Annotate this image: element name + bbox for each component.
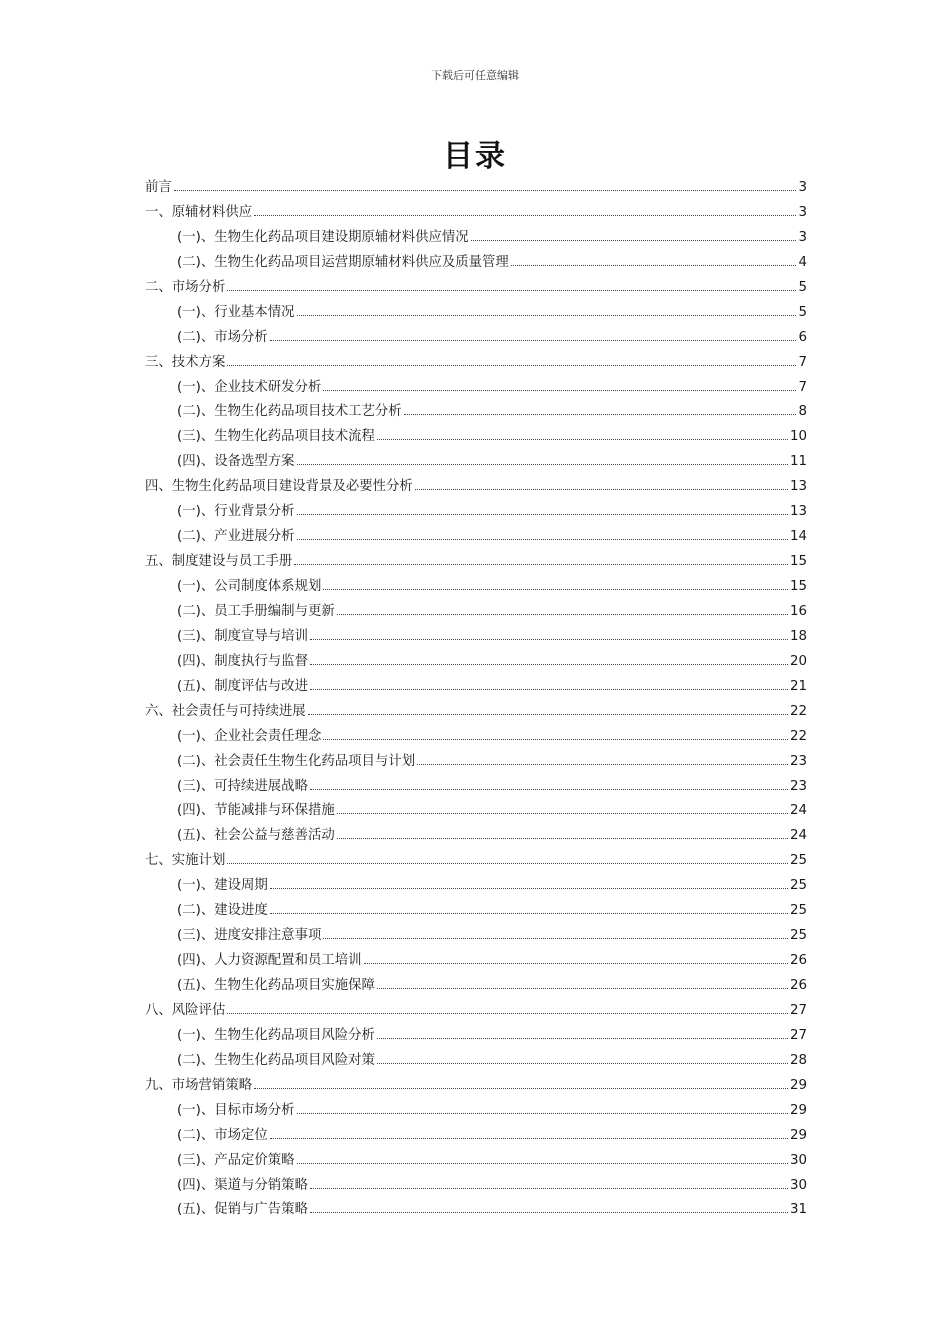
toc-dot-leader [254,1088,788,1089]
toc-entry-label: (五)、制度评估与改进 [177,678,308,694]
toc-entry-label: (二)、生物生化药品项目技术工艺分析 [177,404,402,420]
toc-entry[interactable] [145,525,807,550]
toc-entry-page-number: 20 [789,653,807,669]
toc-entry[interactable] [145,376,807,401]
toc-entry-page-number: 21 [789,678,807,694]
toc-entry-label: 七、实施计划 [145,853,226,869]
toc-entry[interactable] [145,301,807,326]
toc-entry-page-number: 11 [789,454,807,470]
toc-dot-leader [323,589,788,590]
toc-entry[interactable] [145,974,807,999]
toc-entry-label: (一)、行业基本情况 [177,304,295,320]
toc-entry-page-number: 22 [789,728,807,744]
toc-entry[interactable] [145,874,807,899]
toc-entry-label: 八、风险评估 [145,1002,226,1018]
toc-entry-label: (三)、进度安排注意事项 [177,928,322,944]
toc-dot-leader [337,838,788,839]
toc-entry-page-number: 13 [789,504,807,520]
toc-entry-page-number: 4 [798,254,807,270]
toc-entry[interactable] [145,1024,807,1049]
toc-entry[interactable] [145,226,807,251]
toc-entry-page-number: 30 [789,1177,807,1193]
toc-entry[interactable] [145,1174,807,1199]
toc-entry-label: (一)、目标市场分析 [177,1102,295,1118]
toc-entry-page-number: 29 [789,1102,807,1118]
toc-entry[interactable] [145,1074,807,1099]
toc-entry[interactable] [145,924,807,949]
toc-entry[interactable] [145,251,807,276]
toc-dot-leader [404,414,797,415]
toc-entry-label: (一)、企业社会责任理念 [177,728,322,744]
toc-entry-page-number: 5 [798,304,807,320]
toc-entry[interactable] [145,849,807,874]
toc-entry-label: (一)、企业技术研发分析 [177,379,322,395]
toc-entry[interactable] [145,799,807,824]
toc-entry[interactable] [145,201,807,226]
toc-dot-leader [270,888,788,889]
toc-entry-label: 四、生物生化药品项目建设背景及必要性分析 [145,479,413,495]
toc-entry-label: 一、原辅材料供应 [145,204,253,220]
toc-entry-page-number: 10 [789,429,807,445]
toc-dot-leader [310,1212,788,1213]
toc-dot-leader [297,464,788,465]
toc-entry-page-number: 31 [789,1202,807,1218]
toc-entry[interactable] [145,1049,807,1074]
toc-entry[interactable] [145,425,807,450]
toc-entry-label: (三)、可持续进展战略 [177,778,308,794]
toc-entry-label: (一)、行业背景分析 [177,504,295,520]
toc-entry[interactable] [145,775,807,800]
toc-dot-leader [310,639,788,640]
toc-entry[interactable] [145,899,807,924]
toc-entry-page-number: 6 [798,329,807,345]
toc-dot-leader [227,365,796,366]
toc-entry-label: (三)、产品定价策略 [177,1152,295,1168]
toc-entry-label: 九、市场营销策略 [145,1077,253,1093]
toc-dot-leader [297,1113,788,1114]
page-header-note: 下载后可任意编辑 [431,69,519,82]
toc-dot-leader [377,1038,788,1039]
toc-dot-leader [270,1138,788,1139]
toc-entry[interactable] [145,750,807,775]
toc-entry[interactable] [145,625,807,650]
toc-entry-label: 前言 [145,180,172,195]
toc-dot-leader [297,1163,788,1164]
toc-entry-label: (二)、建设进度 [177,903,268,919]
toc-entry-page-number: 24 [789,803,807,819]
toc-entry-label: (四)、设备选型方案 [177,454,295,470]
toc-entry[interactable] [145,725,807,750]
toc-entry[interactable] [145,1124,807,1149]
toc-dot-leader [308,714,788,715]
toc-entry-page-number: 15 [789,554,807,570]
toc-entry-label: (二)、市场定位 [177,1127,268,1143]
toc-entry[interactable] [145,550,807,575]
toc-dot-leader [227,290,796,291]
toc-dot-leader [297,539,788,540]
toc-dot-leader [323,390,796,391]
toc-entry-label: (三)、生物生化药品项目技术流程 [177,429,375,445]
toc-entry-page-number: 15 [789,579,807,594]
toc-entry-label: 三、技术方案 [145,354,226,370]
toc-entry-label: (一)、公司制度体系规划 [177,579,322,594]
toc-entry-page-number: 8 [798,404,807,420]
toc-entry-page-number: 7 [798,379,807,395]
toc-entry-page-number: 7 [798,354,807,370]
toc-dot-leader [297,315,797,316]
toc-entry-page-number: 23 [789,778,807,794]
toc-dot-leader [310,689,788,690]
toc-dot-leader [227,1013,788,1014]
toc-entry-label: (四)、节能减排与环保措施 [177,803,335,819]
toc-entry-page-number: 24 [789,828,807,844]
toc-entry-page-number: 25 [789,928,807,944]
toc-dot-leader [254,215,796,216]
toc-entry-page-number: 28 [789,1052,807,1068]
toc-dot-leader [337,813,788,814]
toc-dot-leader [377,988,788,989]
toc-entry[interactable] [145,650,807,675]
page-title: 目录 [443,139,507,174]
toc-entry[interactable] [145,600,807,625]
toc-entry-page-number: 26 [789,953,807,969]
toc-entry[interactable] [145,176,807,201]
toc-entry-page-number: 29 [789,1077,807,1093]
toc-entry[interactable] [145,949,807,974]
toc-entry-page-number: 25 [789,853,807,869]
toc-entry-label: (二)、生物生化药品项目运营期原辅材料供应及质量管理 [177,254,509,270]
toc-entry-label: (五)、社会公益与慈善活动 [177,828,335,844]
toc-entry-label: (二)、员工手册编制与更新 [177,603,335,619]
toc-entry[interactable] [145,326,807,351]
toc-entry-page-number: 18 [789,628,807,644]
toc-dot-leader [323,938,788,939]
toc-dot-leader [511,265,797,266]
toc-entry-page-number: 5 [798,279,807,295]
toc-entry-page-number: 3 [798,204,807,220]
toc-dot-leader [377,1063,788,1064]
toc-entry-page-number: 29 [789,1127,807,1143]
toc-dot-leader [417,764,788,765]
toc-entry[interactable] [145,351,807,376]
toc-entry-label: (二)、产业进展分析 [177,529,295,545]
toc-entry-page-number: 3 [798,229,807,245]
toc-entry-label: (五)、促销与广告策略 [177,1202,308,1218]
toc-dot-leader [294,564,788,565]
toc-entry-label: (四)、渠道与分销策略 [177,1177,308,1193]
toc-entry-page-number: 25 [789,903,807,919]
toc-dot-leader [297,514,788,515]
toc-entry-page-number: 27 [789,1027,807,1043]
toc-entry[interactable] [145,700,807,725]
toc-entry-label: (四)、制度执行与监督 [177,653,308,669]
toc-dot-leader [337,614,788,615]
toc-entry-label: (二)、市场分析 [177,329,268,345]
toc-entry[interactable] [145,400,807,425]
toc-dot-leader [310,1188,788,1189]
toc-entry-label: 六、社会责任与可持续进展 [145,703,306,719]
toc-dot-leader [310,789,788,790]
toc-entry-label: (一)、生物生化药品项目风险分析 [177,1027,375,1043]
toc-entry[interactable] [145,450,807,475]
toc-dot-leader [270,340,797,341]
toc-entry-page-number: 25 [789,878,807,894]
toc-entry[interactable] [145,575,807,600]
toc-entry-page-number: 14 [789,529,807,545]
toc-dot-leader [174,190,797,191]
toc-entry-page-number: 30 [789,1152,807,1168]
toc-dot-leader [415,489,788,490]
toc-dot-leader [227,863,788,864]
toc-entry-label: (二)、社会责任生物生化药品项目与计划 [177,753,416,769]
toc-entry-page-number: 22 [789,703,807,719]
toc-entry[interactable] [145,1149,807,1174]
toc-entry-label: 五、制度建设与员工手册 [145,554,293,570]
toc-dot-leader [377,439,788,440]
toc-entry[interactable] [145,824,807,849]
toc-entry[interactable] [145,675,807,700]
toc-entry-label: (三)、制度宣导与培训 [177,628,308,644]
toc-entry-page-number: 27 [789,1002,807,1018]
toc-entry[interactable] [145,500,807,525]
toc-entry-page-number: 23 [789,753,807,769]
toc-dot-leader [364,963,788,964]
toc-entry-page-number: 3 [798,180,807,195]
toc-dot-leader [310,664,788,665]
toc-dot-leader [471,240,797,241]
toc-entry-label: (五)、生物生化药品项目实施保障 [177,978,375,993]
toc-entry-label: (二)、生物生化药品项目风险对策 [177,1052,375,1068]
toc-entry-label: (一)、生物生化药品项目建设期原辅材料供应情况 [177,229,469,245]
toc-entry[interactable] [145,276,807,301]
toc-entry-page-number: 13 [789,479,807,495]
toc-entry-label: (四)、人力资源配置和员工培训 [177,953,362,969]
toc-entry[interactable] [145,1198,807,1223]
toc-dot-leader [270,913,788,914]
toc-entry-page-number: 16 [789,603,807,619]
toc-entry[interactable] [145,475,807,500]
toc-dot-leader [323,739,788,740]
toc-entry-label: (一)、建设周期 [177,878,268,894]
toc-entry-label: 二、市场分析 [145,279,226,295]
table-of-contents [145,176,807,1223]
toc-entry[interactable] [145,999,807,1024]
toc-entry[interactable] [145,1099,807,1124]
toc-entry-page-number: 26 [789,978,807,993]
